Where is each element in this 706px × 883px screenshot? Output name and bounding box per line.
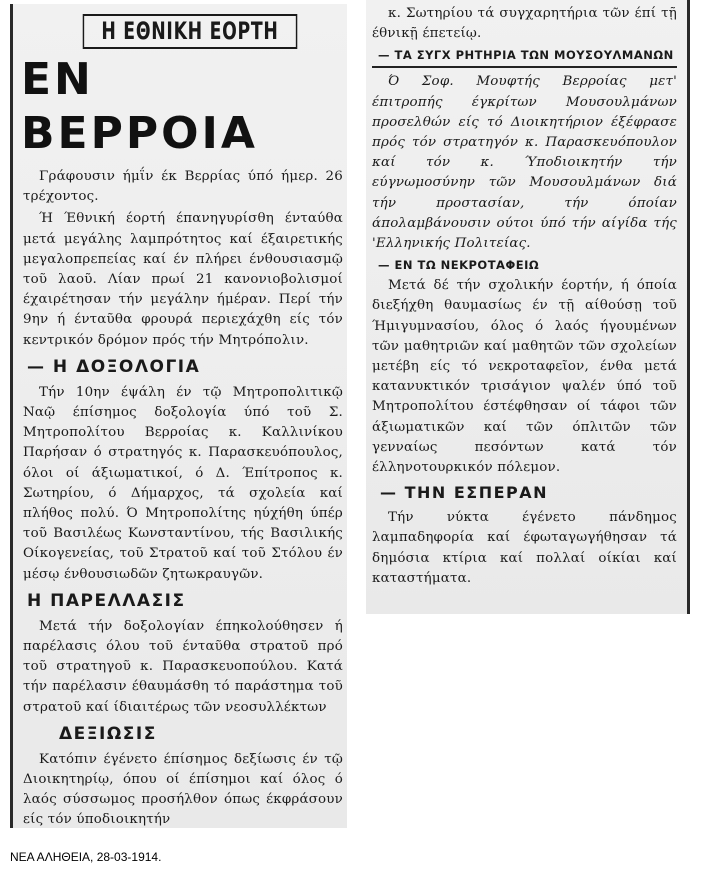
section-heading: Η ΠΑΡΕΛΛΑΣΙΣ [27,590,186,611]
section-heading: — ΤΗΝ ΕΣΠΕΡΑΝ [380,483,549,503]
right-clipping [366,0,690,614]
section-heading: ΔΕΞΙΩΣΙΣ [59,723,157,744]
section-heading: — ΕΝ ΤΩ ΝΕΚΡΟΤΑΦΕΙΩ [378,258,540,273]
body-paragraph: κ. Σωτηρίου τά συγχαρητήρια τῶν έπί τῇ έθνικῇ έπετείῳ. [372,6,677,42]
body-paragraph: Τήν 10ην έψάλη έν τῷ Μητροπολιτικῷ Ναῷ έπίσημος δοξολογία ύπό τοῦ Σ. Μητροπολίτου Βερροίας κ. Καλλινίκου Παρήσαν ό στρατηγός κ. Παρασκευόπουλος, όλοι οί άξιωματικοί, ό Δ. Έπίτροπος κ. Σωτηρίου, ό Δήμαρχος, τά σχολεία καί πλήθος πολύ. Ό Μητροπολίτης ηύχήθη ύπέρ τοῦ Βασιλέως Κωνσταντίνου, τής Βασιλικής Οίκογενείας, τοῦ Στρατοῦ καί τοῦ Στόλου έν μέσῳ ένθουσιωδῶν ζητωκραυγῶν. [23,384,343,582]
intro-paragraph: Γράφουσιν ήμΐν έκ Βερρίας ύπό ήμερ. 26 τρέχοντος. [23,169,343,205]
body-paragraph: Τήν νύκτα έγένετο πάνδημος λαμπαδηφορία καί έφωταγωγήθησαν τά δημόσια κτίρια καί πολλαί οίκίαι καί καταστήματα. [372,510,677,586]
source-caption: ΝΕΑ ΑΛΗΘΕΙΑ, 28-03-1914. [10,850,162,864]
article-title: Η ΕΘΝΙΚΗ ΕΟΡΤΗ [83,14,298,49]
body-paragraph: Μετά τήν δοξολογίαν έπηκολούθησεν ή παρέλασις όλου τοῦ ένταῦθα στρατοῦ πρό τοῦ στρατηγοῦ κ. Παρασκευοπούλου. Κατά τήν παρέλασιν έθαυμάσθη τό παράστημα τοῦ στρατοῦ καί ίδιαιτέρως τῶν νεοσυλλέκτων [23,618,343,715]
body-paragraph: Ό Σοφ. Μουφτής Βερροίας μετ' έπιτροπής έγκρίτων Μουσουλμάνων προσελθών είς τό Διοικητήριον έξέφρασε πρός τόν στρατηγόν κ. Παρασκευόπουλον καί τόν κ. Ύποδιοικητήν τήν εύγνωμοσύνην τῶν Μουσουλμάνων διά τήν προστασίαν, τήν όποίαν άπολαμβάνουσιν ούτοι ύπό τήν αίγίδα τής 'Ελληνικής Πολιτείας. [372,74,677,252]
body-paragraph: Μετά δέ τήν σχολικήν έορτήν, ή όποία διεξήχθη θαυμασίως έν τῇ αίθούσῃ τοῦ Ήμιγυμνασίου, όλος ό λαός ήγουμένων τῶν μαθητριῶν καί μαθητῶν τῶν σχολείων μετέβη είς τό νεκροταφεῖον, ένθα μετά κατανυκτικόν τρισάγιον ψαλέν ύπό τοῦ Μητροπολίτου έστέφθησαν οί τάφοι τῶν άξιωματικῶν καί τῶν όπλιτῶν τῶν γενναίως πεσόντων κατά τόν έλληνοτουρκικόν πόλεμον. [372,278,677,476]
body-paragraph: Ή Έθνική έορτή έπανηγυρίσθη ένταύθα μετά μεγάλης λαμπρότητος καί έξαιρετικής μεγαλοπρεπείας καί έν πλήρει ένθουσιασμῷ τοῦ λαοῦ. Λίαν πρωί 21 κανονιοβολισμοί έχαιρέτησαν τήν μεγάλην ήμέραν. Περί τήν 9ην ή ένταῦθα φρουρά περιεχάχθη είς τόν κεντρικόν δρόμον πρός τήν Μητρόπολιν. [23,211,343,348]
section-heading: — ΤΑ ΣΥΓΧ ΡΗΤΗΡΙΑ ΤΩΝ ΜΟΥΣΟΥΛΜΑΝΩΝ [378,48,674,63]
section-heading: — Η ΔΟΞΟΛΟΓΙΑ [27,356,201,377]
body-paragraph: Κατόπιν έγένετο έπίσημος δεξίωσις έν τῷ Διοικητηρίῳ, όπου οί έπίσημοι καί όλος ό λαός σύσσωμος προσήλθον όπως έκφράσουν είς τόν ύποδιοικητήν [23,751,343,828]
article-headline: ΕΝ ΒΕΡΡΟΙΑ [21,54,258,159]
divider [372,66,677,68]
left-clipping [10,4,347,828]
